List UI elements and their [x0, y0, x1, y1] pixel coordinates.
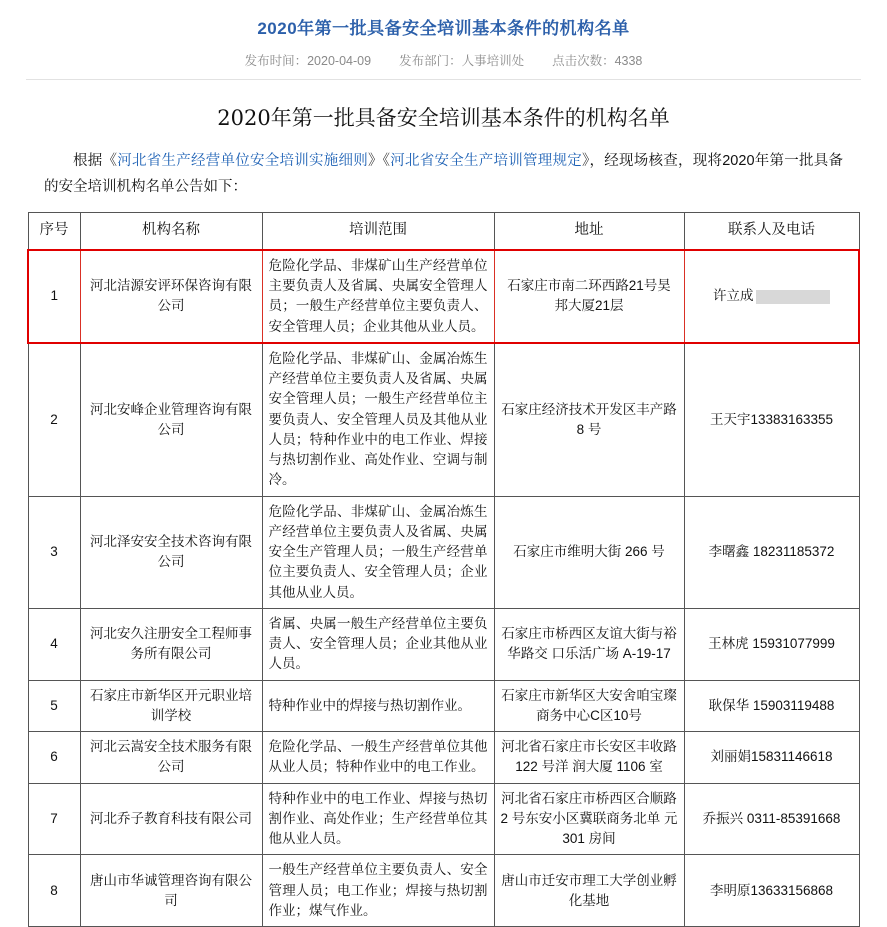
cell-index: 8 — [28, 855, 80, 927]
cell-contact — [684, 496, 859, 608]
cell-address: 石家庄市桥西区友谊大街与裕华路交 口乐活广场 A-19-17 — [494, 608, 684, 680]
redacted-phone-mask — [756, 290, 830, 304]
table-row — [28, 496, 859, 608]
table-row — [28, 680, 859, 732]
cell-institution-name: 河北安峰企业管理咨询有限公司 — [80, 343, 262, 496]
cell-index: 6 — [28, 732, 80, 784]
cell-training-scope: 特种作业中的焊接与热切割作业。 — [262, 680, 494, 732]
column-header-scope: 培训范围 — [262, 213, 494, 250]
cell-training-scope: 危险化学品、一般生产经营单位其他从业人员；特种作业中的电工作业。 — [262, 732, 494, 784]
cell-index: 4 — [28, 608, 80, 680]
contact-text: 李曙鑫 18231185372 — [708, 544, 835, 560]
cell-training-scope: 危险化学品、非煤矿山生产经营单位主要负责人及省属、央属安全管理人员；一般生产经营单位主要负责人、安全管理人员；企业其他从业人员。 — [262, 250, 494, 343]
table-row — [28, 250, 859, 343]
cell-training-scope: 省属、央属一般生产经营单位主要负责人、安全管理人员；企业其他从业人员。 — [262, 608, 494, 680]
cell-index: 1 — [28, 250, 80, 343]
publish-time: 发布时间：2020-04-09 — [244, 54, 372, 68]
cell-address: 石家庄经济技术开发区丰产路 8 号 — [494, 343, 684, 496]
table-header-row — [28, 213, 859, 250]
contact-text: 乔振兴 0311-85391668 — [702, 810, 841, 826]
cell-index: 5 — [28, 680, 80, 732]
cell-institution-name: 河北洁源安评环保咨询有限公司 — [80, 250, 262, 343]
cell-contact — [684, 608, 859, 680]
table-row — [28, 343, 859, 496]
cell-training-scope: 一般生产经营单位主要负责人、安全管理人员；电工作业；焊接与热切割作业；煤气作业。 — [262, 855, 494, 927]
cell-contact — [684, 250, 859, 343]
contact-text: 王林虎 15931077999 — [708, 636, 835, 652]
contact-text: 许立成 — [713, 288, 754, 304]
document-title: 2020年第一批具备安全培训基本条件的机构名单 — [217, 106, 670, 130]
cell-training-scope: 危险化学品、非煤矿山、金属冶炼生产经营单位主要负责人及省属、央属安全管理人员；一般生产经营单位主要负责人、安全管理人员及其他从业人员；特种作业中的电工作业、焊接与热切割作业、高处作业、空调与制冷。 — [262, 343, 494, 496]
cell-institution-name: 河北泽安安全技术咨询有限公司 — [80, 496, 262, 608]
column-header-contact: 联系人及电话 — [684, 213, 859, 250]
cell-address: 石家庄市维明大街 266 号 — [494, 496, 684, 608]
cell-index: 7 — [28, 783, 80, 855]
cell-institution-name: 唐山市华诚管理咨询有限公司 — [80, 855, 262, 927]
cell-contact — [684, 855, 859, 927]
cell-institution-name: 河北云嵩安全技术服务有限公司 — [80, 732, 262, 784]
paragraph-mid: 》《 — [368, 153, 391, 169]
cell-address: 河北省石家庄市桥西区合顺路 2 号东安小区冀联商务北单 元 301 房间 — [494, 783, 684, 855]
document-paragraph — [0, 148, 887, 212]
cell-contact — [684, 343, 859, 496]
column-header-address: 地址 — [494, 213, 684, 250]
cell-contact — [684, 732, 859, 784]
regulation-link-2[interactable]: 河北省安全生产培训管理规定 — [390, 153, 582, 169]
institution-table — [27, 212, 860, 927]
table-row — [28, 608, 859, 680]
cell-address: 石家庄市南二环西路21号昊邦大厦21层 — [494, 250, 684, 343]
column-header-index: 序号 — [28, 213, 80, 250]
cell-institution-name: 石家庄市新华区开元职业培训学校 — [80, 680, 262, 732]
publish-department: 发布部门：人事培训处 — [399, 54, 525, 68]
article-meta — [0, 39, 887, 75]
table-row — [28, 783, 859, 855]
cell-contact — [684, 680, 859, 732]
cell-training-scope: 特种作业中的电工作业、焊接与热切割作业、高处作业；生产经营单位其他从业人员。 — [262, 783, 494, 855]
regulation-link-1[interactable]: 河北省生产经营单位安全培训实施细则 — [117, 153, 368, 169]
paragraph-suffix: 》，经现场核查，现将2020年第一批具备的安全培训机构名单公告如下： — [44, 153, 844, 196]
cell-training-scope: 危险化学品、非煤矿山、金属冶炼生产经营单位主要负责人及省属、央属安全生产管理人员；一般生产经营单位主要负责人、安全管理人员；企业其他从业人员。 — [262, 496, 494, 608]
cell-address: 石家庄市新华区大安舍咱宝璨商务中心C区10号 — [494, 680, 684, 732]
contact-text: 刘丽娟15831146618 — [710, 749, 833, 765]
cell-address: 唐山市迁安市理工大学创业孵化基地 — [494, 855, 684, 927]
contact-text: 耿保华 15903119488 — [708, 697, 835, 713]
cell-contact — [684, 783, 859, 855]
paragraph-prefix: 根据《 — [73, 153, 118, 169]
cell-index: 2 — [28, 343, 80, 496]
view-count: 点击次数：4338 — [552, 54, 643, 68]
page-header-title: 2020年第一批具备安全培训基本条件的机构名单 — [257, 19, 630, 38]
column-header-name: 机构名称 — [80, 213, 262, 250]
table-body — [28, 250, 859, 927]
cell-index: 3 — [28, 496, 80, 608]
table-row — [28, 855, 859, 927]
cell-address: 河北省石家庄市长安区丰收路 122 号洋 润大厦 1106 室 — [494, 732, 684, 784]
table-row — [28, 732, 859, 784]
cell-institution-name: 河北安久注册安全工程师事务所有限公司 — [80, 608, 262, 680]
contact-text: 李明原13633156868 — [709, 882, 834, 898]
cell-institution-name: 河北乔子教育科技有限公司 — [80, 783, 262, 855]
contact-text: 王天宇13383163355 — [709, 411, 834, 427]
